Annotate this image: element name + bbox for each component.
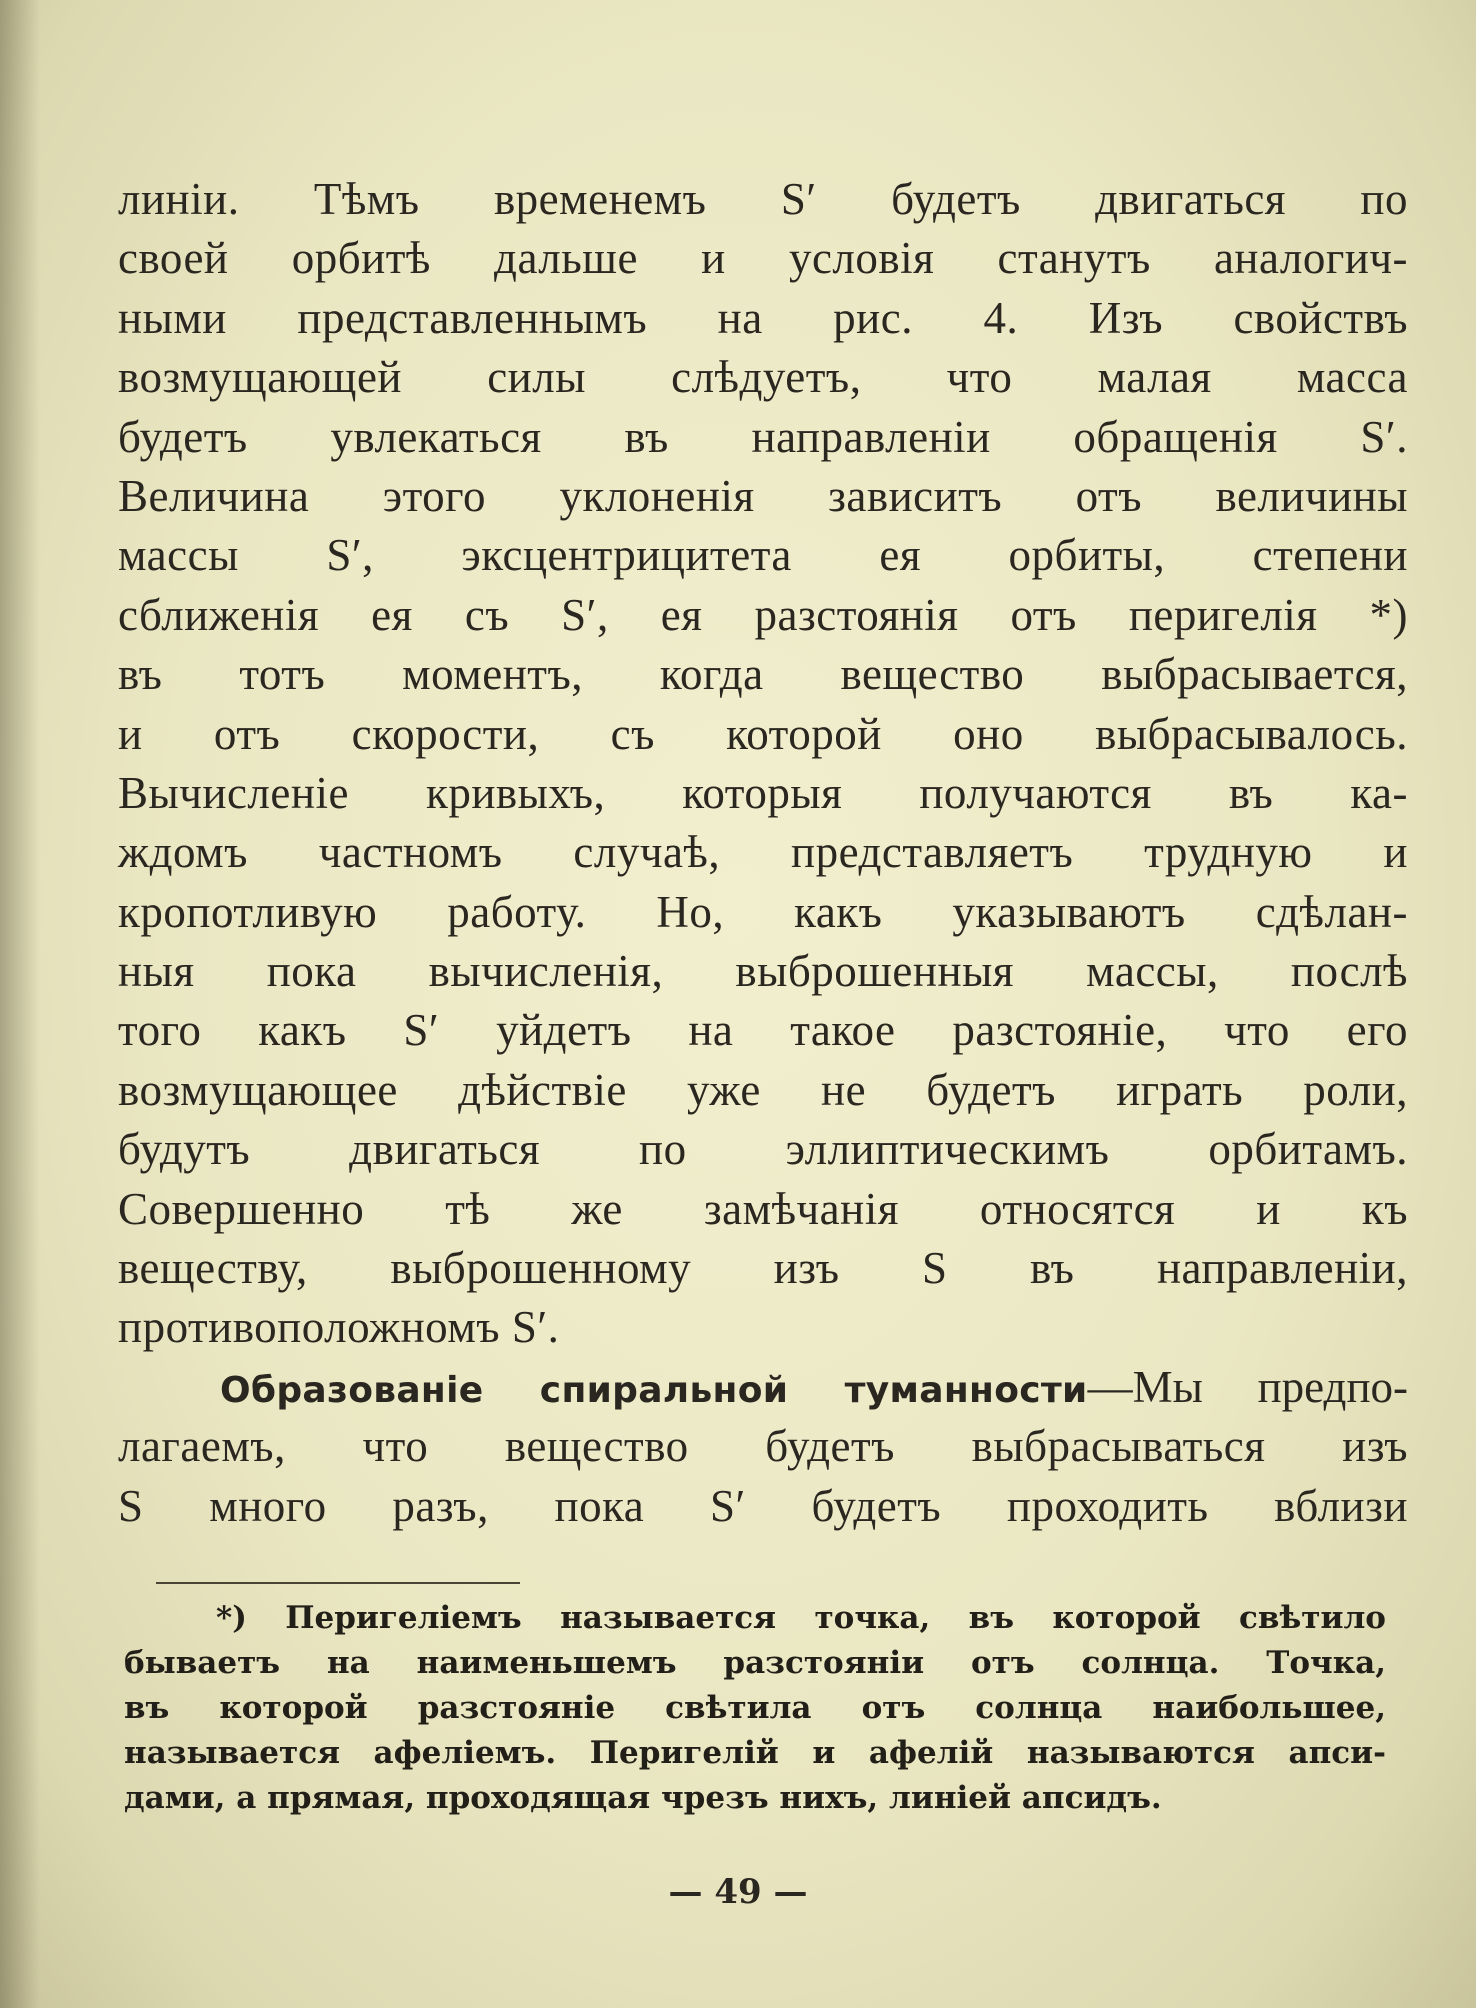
footnote <box>124 1596 1386 1821</box>
text-line: своей орбитѣ дальше и условія станутъ аналогич- <box>118 233 1408 284</box>
text-line: Совершенно тѣ же замѣчанія относятся и къ <box>118 1183 1408 1234</box>
text-line: въ тотъ моментъ, когда вещество выбрасывается, <box>118 649 1408 700</box>
footnote-separator <box>156 1582 520 1584</box>
page-edge-shadow <box>0 0 40 2008</box>
footnote-line: *) Перигеліемъ называется точка, въ которой свѣтило <box>216 1600 1386 1636</box>
section-heading-continuation: —Мы предпо- <box>1087 1361 1409 1412</box>
text-line: ными представленнымъ на рис. 4. Изъ свойствъ <box>118 292 1408 343</box>
text-line: кропотливую работу. Но, какъ указываютъ сдѣлан- <box>118 886 1408 937</box>
text-line: и отъ скорости, съ которой оно выбрасывалось. <box>118 708 1408 759</box>
footnote-line: дами, а прямая, проходящая чрезъ нихъ, линіей апсидъ. <box>124 1780 1162 1816</box>
text-line: ждомъ частномъ случаѣ, представляетъ трудную и <box>118 827 1408 878</box>
text-line: противоположномъ S′. <box>118 1302 560 1353</box>
text-line: возмущающей силы слѣдуетъ, что малая масса <box>118 352 1408 403</box>
text-line: лагаемъ, что вещество будетъ выбрасываться изъ <box>118 1421 1408 1472</box>
text-line: Величина этого уклоненія зависитъ отъ величины <box>118 470 1408 521</box>
footnote-line: называется афеліемъ. Перигелій и афелій называются апси- <box>124 1735 1386 1771</box>
text-line: S много разъ, пока S′ будетъ проходить вблизи <box>118 1480 1408 1531</box>
text-line: будетъ увлекаться въ направленіи обращенія S′. <box>118 411 1408 462</box>
text-line: Вычисленіе кривыхъ, которыя получаются въ ка- <box>118 767 1408 818</box>
text-line: ныя пока вычисленія, выброшенныя массы, послѣ <box>118 946 1408 997</box>
text-line: возмущающее дѣйствіе уже не будетъ играть роли, <box>118 1064 1408 1115</box>
text-line: сближенія ея съ S′, ея разстоянія отъ перигелія *) <box>118 589 1408 640</box>
section-heading-line <box>118 1358 1408 1417</box>
footnote-line: въ которой разстояніе свѣтила отъ солнца наибольшее, <box>124 1690 1386 1726</box>
page-number: — 49 — <box>668 1872 808 1912</box>
text-line: будутъ двигаться по эллиптическимъ орбитамъ. <box>118 1124 1408 1175</box>
section-heading: Образованіе спиральной туманности <box>220 1369 1088 1411</box>
text-line: массы S′, эксцентрицитета ея орбиты, степени <box>118 530 1408 581</box>
footnote-line: бываетъ на наименьшемъ разстояніи отъ солнца. Точка, <box>124 1645 1386 1681</box>
main-text <box>118 170 1408 1536</box>
text-line: линіи. Тѣмъ временемъ S′ будетъ двигаться по <box>118 174 1408 224</box>
text-line: веществу, выброшенному изъ S въ направленіи, <box>118 1243 1408 1294</box>
text-line: того какъ S′ уйдетъ на такое разстояніе, что его <box>118 1005 1408 1056</box>
